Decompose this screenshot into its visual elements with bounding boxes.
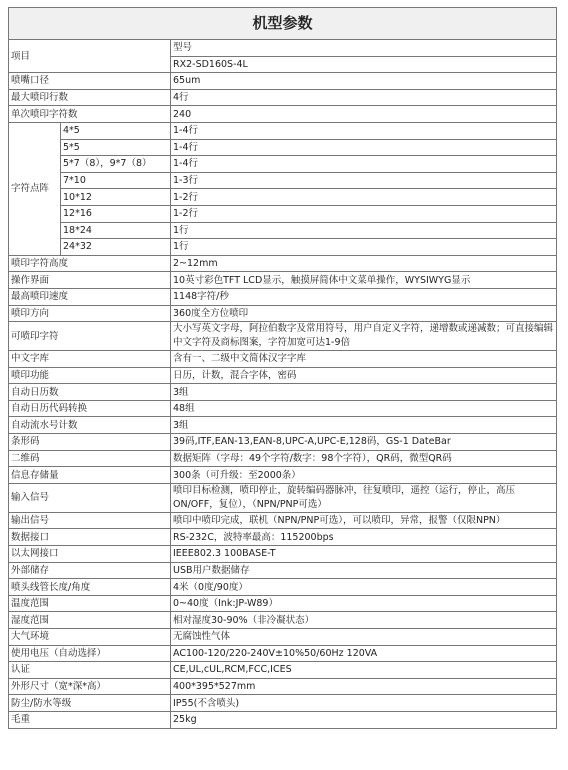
spec-label: 喷印功能 xyxy=(9,367,171,384)
spec-label: 操作界面 xyxy=(9,272,171,289)
spec-value: 数据矩阵（字母：49个字符/数字：98个字符），QR码，微型QR码 xyxy=(171,450,557,467)
spec-row xyxy=(9,106,557,123)
dot-matrix-row xyxy=(9,189,557,206)
spec-sheet xyxy=(8,7,556,729)
header-row-1 xyxy=(9,40,557,57)
spec-value: RS-232C，波特率最高：115200bps xyxy=(171,529,557,546)
spec-value: CE,UL,cUL,RCM,FCC,ICES xyxy=(171,662,557,679)
dot-matrix-size: 4*5 xyxy=(61,122,171,139)
spec-value: 喷印目标检测，喷印停止，旋转编码器脉冲，往复喷印，遥控（运行，停止，高压ON/OFF，复位），（NPN/PNP可选） xyxy=(171,483,557,512)
dot-matrix-size: 7*10 xyxy=(61,172,171,189)
spec-value: 240 xyxy=(171,106,557,123)
spec-row xyxy=(9,351,557,368)
spec-row xyxy=(9,595,557,612)
spec-row xyxy=(9,434,557,451)
dot-matrix-label: 字符点阵 xyxy=(9,122,61,255)
dot-matrix-lines: 1-4行 xyxy=(171,122,557,139)
dot-matrix-lines: 1行 xyxy=(171,222,557,239)
spec-label: 自动流水号计数 xyxy=(9,417,171,434)
spec-value: 48组 xyxy=(171,400,557,417)
spec-row xyxy=(9,662,557,679)
dot-matrix-lines: 1行 xyxy=(171,239,557,256)
spec-label: 大气环境 xyxy=(9,629,171,646)
spec-value: AC100-120/220-240V±10%50/60Hz 120VA xyxy=(171,645,557,662)
dot-matrix-size: 10*12 xyxy=(61,189,171,206)
dot-matrix-size: 24*32 xyxy=(61,239,171,256)
spec-value: 4米（0度/90度） xyxy=(171,579,557,596)
dot-matrix-lines: 1-3行 xyxy=(171,172,557,189)
spec-row xyxy=(9,272,557,289)
spec-row xyxy=(9,467,557,484)
spec-row xyxy=(9,579,557,596)
spec-row xyxy=(9,529,557,546)
spec-value: 65um xyxy=(171,73,557,90)
spec-label: 使用电压（自动选择） xyxy=(9,645,171,662)
spec-value: 39码,ITF,EAN-13,EAN-8,UPC-A,UPC-E,128码，GS-1 DateBar xyxy=(171,434,557,451)
spec-label: 可喷印字符 xyxy=(9,322,171,351)
spec-value: 2~12mm xyxy=(171,255,557,272)
spec-value: IP55(不含喷头) xyxy=(171,695,557,712)
spec-label: 最高喷印速度 xyxy=(9,288,171,305)
spec-table xyxy=(8,7,557,729)
spec-label: 条形码 xyxy=(9,434,171,451)
spec-label: 二维码 xyxy=(9,450,171,467)
dot-matrix-row xyxy=(9,239,557,256)
spec-row xyxy=(9,612,557,629)
spec-label: 防尘/防水等级 xyxy=(9,695,171,712)
spec-label: 外部储存 xyxy=(9,562,171,579)
spec-value: 大小写英文字母，阿拉伯数字及常用符号，用户自定义字符，递增数或递减数；可直接编辑中文字符及商标图案，字符加宽可达1-9倍 xyxy=(171,322,557,351)
spec-value: USB用户数据储存 xyxy=(171,562,557,579)
spec-row xyxy=(9,711,557,728)
header-model: RX2-SD160S-4L xyxy=(171,56,557,73)
spec-value: 日历，计数，混合字体，密码 xyxy=(171,367,557,384)
spec-label: 中文字库 xyxy=(9,351,171,368)
dot-matrix-row xyxy=(9,139,557,156)
spec-value: 3组 xyxy=(171,417,557,434)
spec-label: 喷嘴口径 xyxy=(9,73,171,90)
spec-row xyxy=(9,512,557,529)
spec-label: 单次喷印字符数 xyxy=(9,106,171,123)
dot-matrix-size: 12*16 xyxy=(61,205,171,222)
spec-label: 喷头线管长度/角度 xyxy=(9,579,171,596)
spec-label: 喷印方向 xyxy=(9,305,171,322)
title-row xyxy=(9,8,557,40)
dot-matrix-row xyxy=(9,222,557,239)
spec-label: 自动日历数 xyxy=(9,384,171,401)
spec-value: 400*395*527mm xyxy=(171,678,557,695)
spec-value: 0~40度（Ink:JP-W89） xyxy=(171,595,557,612)
spec-value: 3组 xyxy=(171,384,557,401)
spec-value: 喷印中喷印完成，联机（NPN/PNP可选），可以喷印，异常，报警（仅限NPN） xyxy=(171,512,557,529)
spec-row xyxy=(9,678,557,695)
spec-row xyxy=(9,483,557,512)
spec-label: 以太网接口 xyxy=(9,546,171,563)
spec-value: 含有一、二级中文简体汉字字库 xyxy=(171,351,557,368)
dot-matrix-size: 5*7（8），9*7（8） xyxy=(61,156,171,173)
spec-value: 360度全方位喷印 xyxy=(171,305,557,322)
spec-label: 毛重 xyxy=(9,711,171,728)
spec-label: 自动日历代码转换 xyxy=(9,400,171,417)
spec-value: IEEE802.3 100BASE-T xyxy=(171,546,557,563)
spec-row xyxy=(9,305,557,322)
spec-row xyxy=(9,546,557,563)
spec-row xyxy=(9,322,557,351)
spec-value: 4行 xyxy=(171,89,557,106)
spec-row xyxy=(9,384,557,401)
spec-row xyxy=(9,695,557,712)
spec-value: 25kg xyxy=(171,711,557,728)
dot-matrix-lines: 1-2行 xyxy=(171,205,557,222)
dot-matrix-row xyxy=(9,172,557,189)
spec-row xyxy=(9,629,557,646)
spec-row xyxy=(9,417,557,434)
spec-value: 无腐蚀性气体 xyxy=(171,629,557,646)
spec-row xyxy=(9,255,557,272)
spec-value: 相对湿度30-90%（非冷凝状态） xyxy=(171,612,557,629)
spec-value: 10英寸彩色TFT LCD显示，触摸屏简体中文菜单操作，WYSIWYG显示 xyxy=(171,272,557,289)
spec-row xyxy=(9,400,557,417)
spec-label: 喷印字符高度 xyxy=(9,255,171,272)
header-label: 项目 xyxy=(9,40,171,73)
spec-label: 外形尺寸（宽*深*高） xyxy=(9,678,171,695)
dot-matrix-size: 18*24 xyxy=(61,222,171,239)
table-title: 机型参数 xyxy=(9,8,557,40)
spec-label: 认证 xyxy=(9,662,171,679)
spec-label: 信息存储量 xyxy=(9,467,171,484)
spec-row xyxy=(9,73,557,90)
spec-row xyxy=(9,367,557,384)
header-value-label: 型号 xyxy=(171,40,557,57)
spec-row xyxy=(9,89,557,106)
dot-matrix-row xyxy=(9,122,557,139)
spec-label: 湿度范围 xyxy=(9,612,171,629)
spec-row xyxy=(9,288,557,305)
dot-matrix-row xyxy=(9,205,557,222)
dot-matrix-size: 5*5 xyxy=(61,139,171,156)
dot-matrix-lines: 1-4行 xyxy=(171,156,557,173)
spec-value: 1148字符/秒 xyxy=(171,288,557,305)
spec-label: 最大喷印行数 xyxy=(9,89,171,106)
spec-label: 输出信号 xyxy=(9,512,171,529)
spec-row xyxy=(9,562,557,579)
dot-matrix-lines: 1-4行 xyxy=(171,139,557,156)
spec-value: 300条（可升级：至2000条） xyxy=(171,467,557,484)
dot-matrix-lines: 1-2行 xyxy=(171,189,557,206)
spec-label: 数据接口 xyxy=(9,529,171,546)
spec-label: 输入信号 xyxy=(9,483,171,512)
dot-matrix-row xyxy=(9,156,557,173)
spec-label: 温度范围 xyxy=(9,595,171,612)
spec-row xyxy=(9,450,557,467)
spec-row xyxy=(9,645,557,662)
